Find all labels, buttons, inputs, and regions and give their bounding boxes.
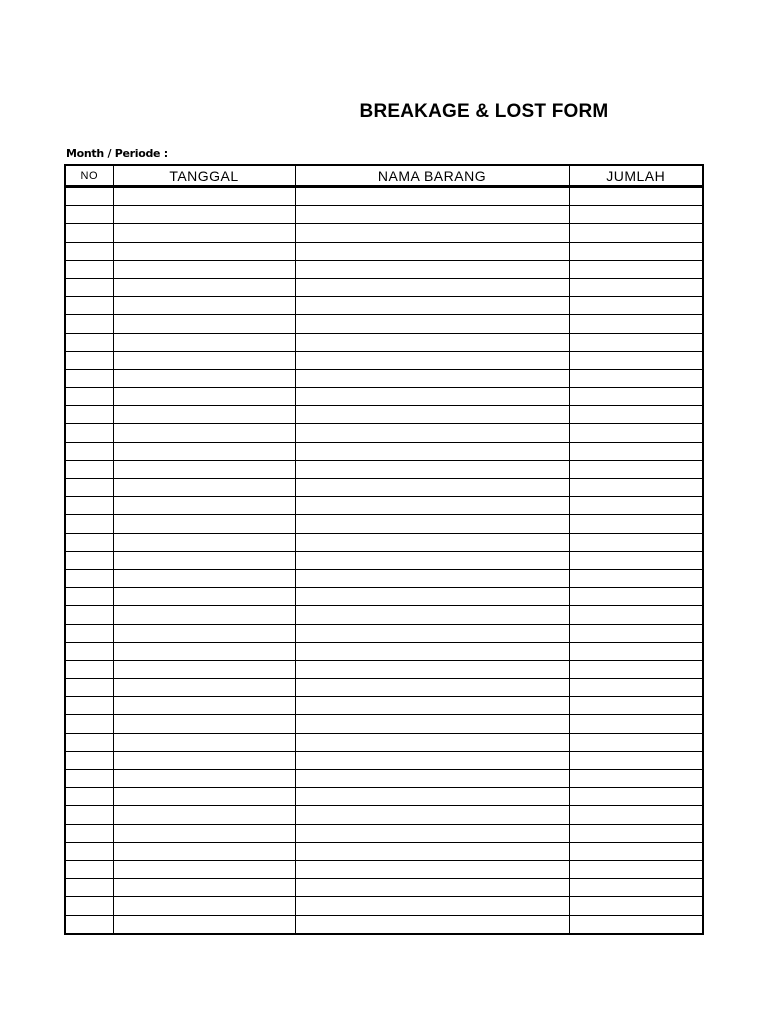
cell-tanggal[interactable]	[113, 915, 295, 934]
cell-jumlah[interactable]	[569, 388, 703, 406]
cell-no[interactable]	[65, 315, 113, 333]
cell-tanggal[interactable]	[113, 424, 295, 442]
cell-tanggal[interactable]	[113, 770, 295, 788]
cell-no[interactable]	[65, 406, 113, 424]
table-row	[65, 333, 703, 351]
cell-tanggal[interactable]	[113, 224, 295, 242]
cell-tanggal[interactable]	[113, 515, 295, 533]
cell-tanggal[interactable]	[113, 533, 295, 551]
cell-jumlah[interactable]	[569, 351, 703, 369]
cell-no[interactable]	[65, 588, 113, 606]
cell-jumlah[interactable]	[569, 187, 703, 206]
table-row	[65, 260, 703, 278]
cell-tanggal[interactable]	[113, 824, 295, 842]
cell-tanggal[interactable]	[113, 606, 295, 624]
cell-tanggal[interactable]	[113, 369, 295, 387]
cell-tanggal[interactable]	[113, 860, 295, 878]
cell-nama-barang[interactable]	[295, 751, 569, 769]
cell-jumlah[interactable]	[569, 333, 703, 351]
cell-nama-barang[interactable]	[295, 206, 569, 224]
cell-no[interactable]	[65, 697, 113, 715]
table-row	[65, 788, 703, 806]
table-row	[65, 860, 703, 878]
cell-no[interactable]	[65, 624, 113, 642]
cell-jumlah[interactable]	[569, 297, 703, 315]
cell-jumlah[interactable]	[569, 260, 703, 278]
cell-no[interactable]	[65, 915, 113, 934]
cell-tanggal[interactable]	[113, 187, 295, 206]
cell-nama-barang[interactable]	[295, 642, 569, 660]
cell-jumlah[interactable]	[569, 278, 703, 296]
cell-tanggal[interactable]	[113, 388, 295, 406]
cell-tanggal[interactable]	[113, 460, 295, 478]
cell-no[interactable]	[65, 642, 113, 660]
form-title: BREAKAGE & LOST FORM	[359, 101, 609, 122]
cell-nama-barang[interactable]	[295, 424, 569, 442]
table-row	[65, 842, 703, 860]
table-row	[65, 297, 703, 315]
cell-jumlah[interactable]	[569, 606, 703, 624]
cell-nama-barang[interactable]	[295, 697, 569, 715]
table-row	[65, 442, 703, 460]
cell-nama-barang[interactable]	[295, 460, 569, 478]
cell-tanggal[interactable]	[113, 733, 295, 751]
cell-nama-barang[interactable]	[295, 660, 569, 678]
cell-no[interactable]	[65, 497, 113, 515]
header-tanggal: TANGGAL	[113, 165, 295, 187]
cell-tanggal[interactable]	[113, 697, 295, 715]
cell-nama-barang[interactable]	[295, 879, 569, 897]
cell-jumlah[interactable]	[569, 479, 703, 497]
cell-jumlah[interactable]	[569, 497, 703, 515]
cell-jumlah[interactable]	[569, 697, 703, 715]
table-row	[65, 351, 703, 369]
table-row	[65, 206, 703, 224]
cell-no[interactable]	[65, 260, 113, 278]
table-row	[65, 497, 703, 515]
table-row	[65, 242, 703, 260]
cell-jumlah[interactable]	[569, 806, 703, 824]
cell-tanggal[interactable]	[113, 588, 295, 606]
cell-jumlah[interactable]	[569, 733, 703, 751]
table-row	[65, 388, 703, 406]
cell-jumlah[interactable]	[569, 824, 703, 842]
cell-tanggal[interactable]	[113, 642, 295, 660]
cell-nama-barang[interactable]	[295, 497, 569, 515]
cell-tanggal[interactable]	[113, 715, 295, 733]
cell-no[interactable]	[65, 206, 113, 224]
table-row	[65, 751, 703, 769]
cell-nama-barang[interactable]	[295, 224, 569, 242]
table-row	[65, 187, 703, 206]
cell-nama-barang[interactable]	[295, 369, 569, 387]
period-label: Month / Periode :	[66, 147, 168, 160]
cell-jumlah[interactable]	[569, 751, 703, 769]
cell-jumlah[interactable]	[569, 460, 703, 478]
cell-tanggal[interactable]	[113, 278, 295, 296]
cell-tanggal[interactable]	[113, 788, 295, 806]
cell-tanggal[interactable]	[113, 315, 295, 333]
cell-no[interactable]	[65, 751, 113, 769]
header-jumlah: JUMLAH	[569, 165, 703, 187]
cell-tanggal[interactable]	[113, 897, 295, 915]
cell-no[interactable]	[65, 424, 113, 442]
cell-tanggal[interactable]	[113, 569, 295, 587]
cell-nama-barang[interactable]	[295, 606, 569, 624]
cell-tanggal[interactable]	[113, 333, 295, 351]
cell-nama-barang[interactable]	[295, 897, 569, 915]
cell-jumlah[interactable]	[569, 224, 703, 242]
cell-tanggal[interactable]	[113, 442, 295, 460]
cell-no[interactable]	[65, 660, 113, 678]
cell-no[interactable]	[65, 333, 113, 351]
cell-no[interactable]	[65, 679, 113, 697]
table-row	[65, 770, 703, 788]
cell-jumlah[interactable]	[569, 588, 703, 606]
cell-no[interactable]	[65, 533, 113, 551]
table-body	[65, 187, 703, 934]
header-no: NO	[65, 165, 113, 187]
cell-nama-barang[interactable]	[295, 333, 569, 351]
cell-no[interactable]	[65, 515, 113, 533]
cell-jumlah[interactable]	[569, 860, 703, 878]
cell-no[interactable]	[65, 278, 113, 296]
cell-nama-barang[interactable]	[295, 824, 569, 842]
cell-tanggal[interactable]	[113, 351, 295, 369]
cell-jumlah[interactable]	[569, 442, 703, 460]
cell-jumlah[interactable]	[569, 624, 703, 642]
cell-nama-barang[interactable]	[295, 242, 569, 260]
cell-no[interactable]	[65, 442, 113, 460]
table-row	[65, 679, 703, 697]
cell-tanggal[interactable]	[113, 297, 295, 315]
cell-jumlah[interactable]	[569, 642, 703, 660]
cell-nama-barang[interactable]	[295, 588, 569, 606]
table-row	[65, 406, 703, 424]
cell-jumlah[interactable]	[569, 879, 703, 897]
cell-no[interactable]	[65, 224, 113, 242]
cell-jumlah[interactable]	[569, 406, 703, 424]
table-row	[65, 642, 703, 660]
table-row	[65, 278, 703, 296]
breakage-lost-table	[64, 164, 704, 935]
cell-jumlah[interactable]	[569, 515, 703, 533]
header-nama-barang: NAMA BARANG	[295, 165, 569, 187]
cell-tanggal[interactable]	[113, 206, 295, 224]
cell-tanggal[interactable]	[113, 879, 295, 897]
cell-nama-barang[interactable]	[295, 406, 569, 424]
table-row	[65, 424, 703, 442]
cell-nama-barang[interactable]	[295, 715, 569, 733]
cell-nama-barang[interactable]	[295, 860, 569, 878]
cell-jumlah[interactable]	[569, 679, 703, 697]
cell-no[interactable]	[65, 369, 113, 387]
cell-no[interactable]	[65, 879, 113, 897]
cell-no[interactable]	[65, 806, 113, 824]
table-row	[65, 606, 703, 624]
cell-nama-barang[interactable]	[295, 515, 569, 533]
cell-tanggal[interactable]	[113, 660, 295, 678]
cell-nama-barang[interactable]	[295, 679, 569, 697]
cell-tanggal[interactable]	[113, 497, 295, 515]
cell-nama-barang[interactable]	[295, 551, 569, 569]
cell-tanggal[interactable]	[113, 751, 295, 769]
cell-no[interactable]	[65, 242, 113, 260]
cell-no[interactable]	[65, 788, 113, 806]
cell-nama-barang[interactable]	[295, 915, 569, 934]
table-row	[65, 315, 703, 333]
cell-tanggal[interactable]	[113, 624, 295, 642]
table-row	[65, 624, 703, 642]
cell-no[interactable]	[65, 351, 113, 369]
cell-jumlah[interactable]	[569, 424, 703, 442]
cell-no[interactable]	[65, 479, 113, 497]
table-row	[65, 879, 703, 897]
cell-tanggal[interactable]	[113, 679, 295, 697]
cell-nama-barang[interactable]	[295, 187, 569, 206]
table-row	[65, 660, 703, 678]
cell-jumlah[interactable]	[569, 842, 703, 860]
cell-no[interactable]	[65, 770, 113, 788]
cell-no[interactable]	[65, 842, 113, 860]
cell-jumlah[interactable]	[569, 533, 703, 551]
cell-jumlah[interactable]	[569, 770, 703, 788]
cell-nama-barang[interactable]	[295, 733, 569, 751]
table-row	[65, 806, 703, 824]
table-row	[65, 224, 703, 242]
cell-nama-barang[interactable]	[295, 806, 569, 824]
table-row	[65, 588, 703, 606]
table-row	[65, 824, 703, 842]
cell-tanggal[interactable]	[113, 406, 295, 424]
cell-no[interactable]	[65, 897, 113, 915]
table-row	[65, 715, 703, 733]
cell-nama-barang[interactable]	[295, 351, 569, 369]
cell-jumlah[interactable]	[569, 915, 703, 934]
cell-tanggal[interactable]	[113, 842, 295, 860]
cell-no[interactable]	[65, 715, 113, 733]
cell-no[interactable]	[65, 297, 113, 315]
cell-nama-barang[interactable]	[295, 788, 569, 806]
cell-no[interactable]	[65, 460, 113, 478]
cell-nama-barang[interactable]	[295, 388, 569, 406]
cell-no[interactable]	[65, 824, 113, 842]
cell-no[interactable]	[65, 733, 113, 751]
cell-nama-barang[interactable]	[295, 569, 569, 587]
cell-nama-barang[interactable]	[295, 297, 569, 315]
cell-jumlah[interactable]	[569, 551, 703, 569]
cell-nama-barang[interactable]	[295, 842, 569, 860]
cell-nama-barang[interactable]	[295, 278, 569, 296]
table-row	[65, 369, 703, 387]
table-row	[65, 479, 703, 497]
cell-no[interactable]	[65, 569, 113, 587]
cell-jumlah[interactable]	[569, 660, 703, 678]
cell-jumlah[interactable]	[569, 206, 703, 224]
table-row	[65, 915, 703, 934]
cell-no[interactable]	[65, 606, 113, 624]
table-row	[65, 460, 703, 478]
table-row	[65, 569, 703, 587]
table-row	[65, 515, 703, 533]
table-row	[65, 551, 703, 569]
cell-nama-barang[interactable]	[295, 260, 569, 278]
table-row	[65, 897, 703, 915]
cell-jumlah[interactable]	[569, 788, 703, 806]
cell-jumlah[interactable]	[569, 715, 703, 733]
cell-tanggal[interactable]	[113, 260, 295, 278]
table-row	[65, 697, 703, 715]
cell-no[interactable]	[65, 860, 113, 878]
cell-nama-barang[interactable]	[295, 770, 569, 788]
table-row	[65, 533, 703, 551]
cell-nama-barang[interactable]	[295, 315, 569, 333]
cell-nama-barang[interactable]	[295, 442, 569, 460]
cell-jumlah[interactable]	[569, 897, 703, 915]
cell-jumlah[interactable]	[569, 315, 703, 333]
cell-jumlah[interactable]	[569, 569, 703, 587]
table-header-row	[65, 165, 703, 187]
cell-no[interactable]	[65, 551, 113, 569]
cell-tanggal[interactable]	[113, 551, 295, 569]
cell-nama-barang[interactable]	[295, 479, 569, 497]
cell-no[interactable]	[65, 187, 113, 206]
cell-nama-barang[interactable]	[295, 533, 569, 551]
cell-tanggal[interactable]	[113, 242, 295, 260]
cell-tanggal[interactable]	[113, 479, 295, 497]
table-row	[65, 733, 703, 751]
cell-tanggal[interactable]	[113, 806, 295, 824]
cell-no[interactable]	[65, 388, 113, 406]
cell-jumlah[interactable]	[569, 242, 703, 260]
cell-jumlah[interactable]	[569, 369, 703, 387]
cell-nama-barang[interactable]	[295, 624, 569, 642]
